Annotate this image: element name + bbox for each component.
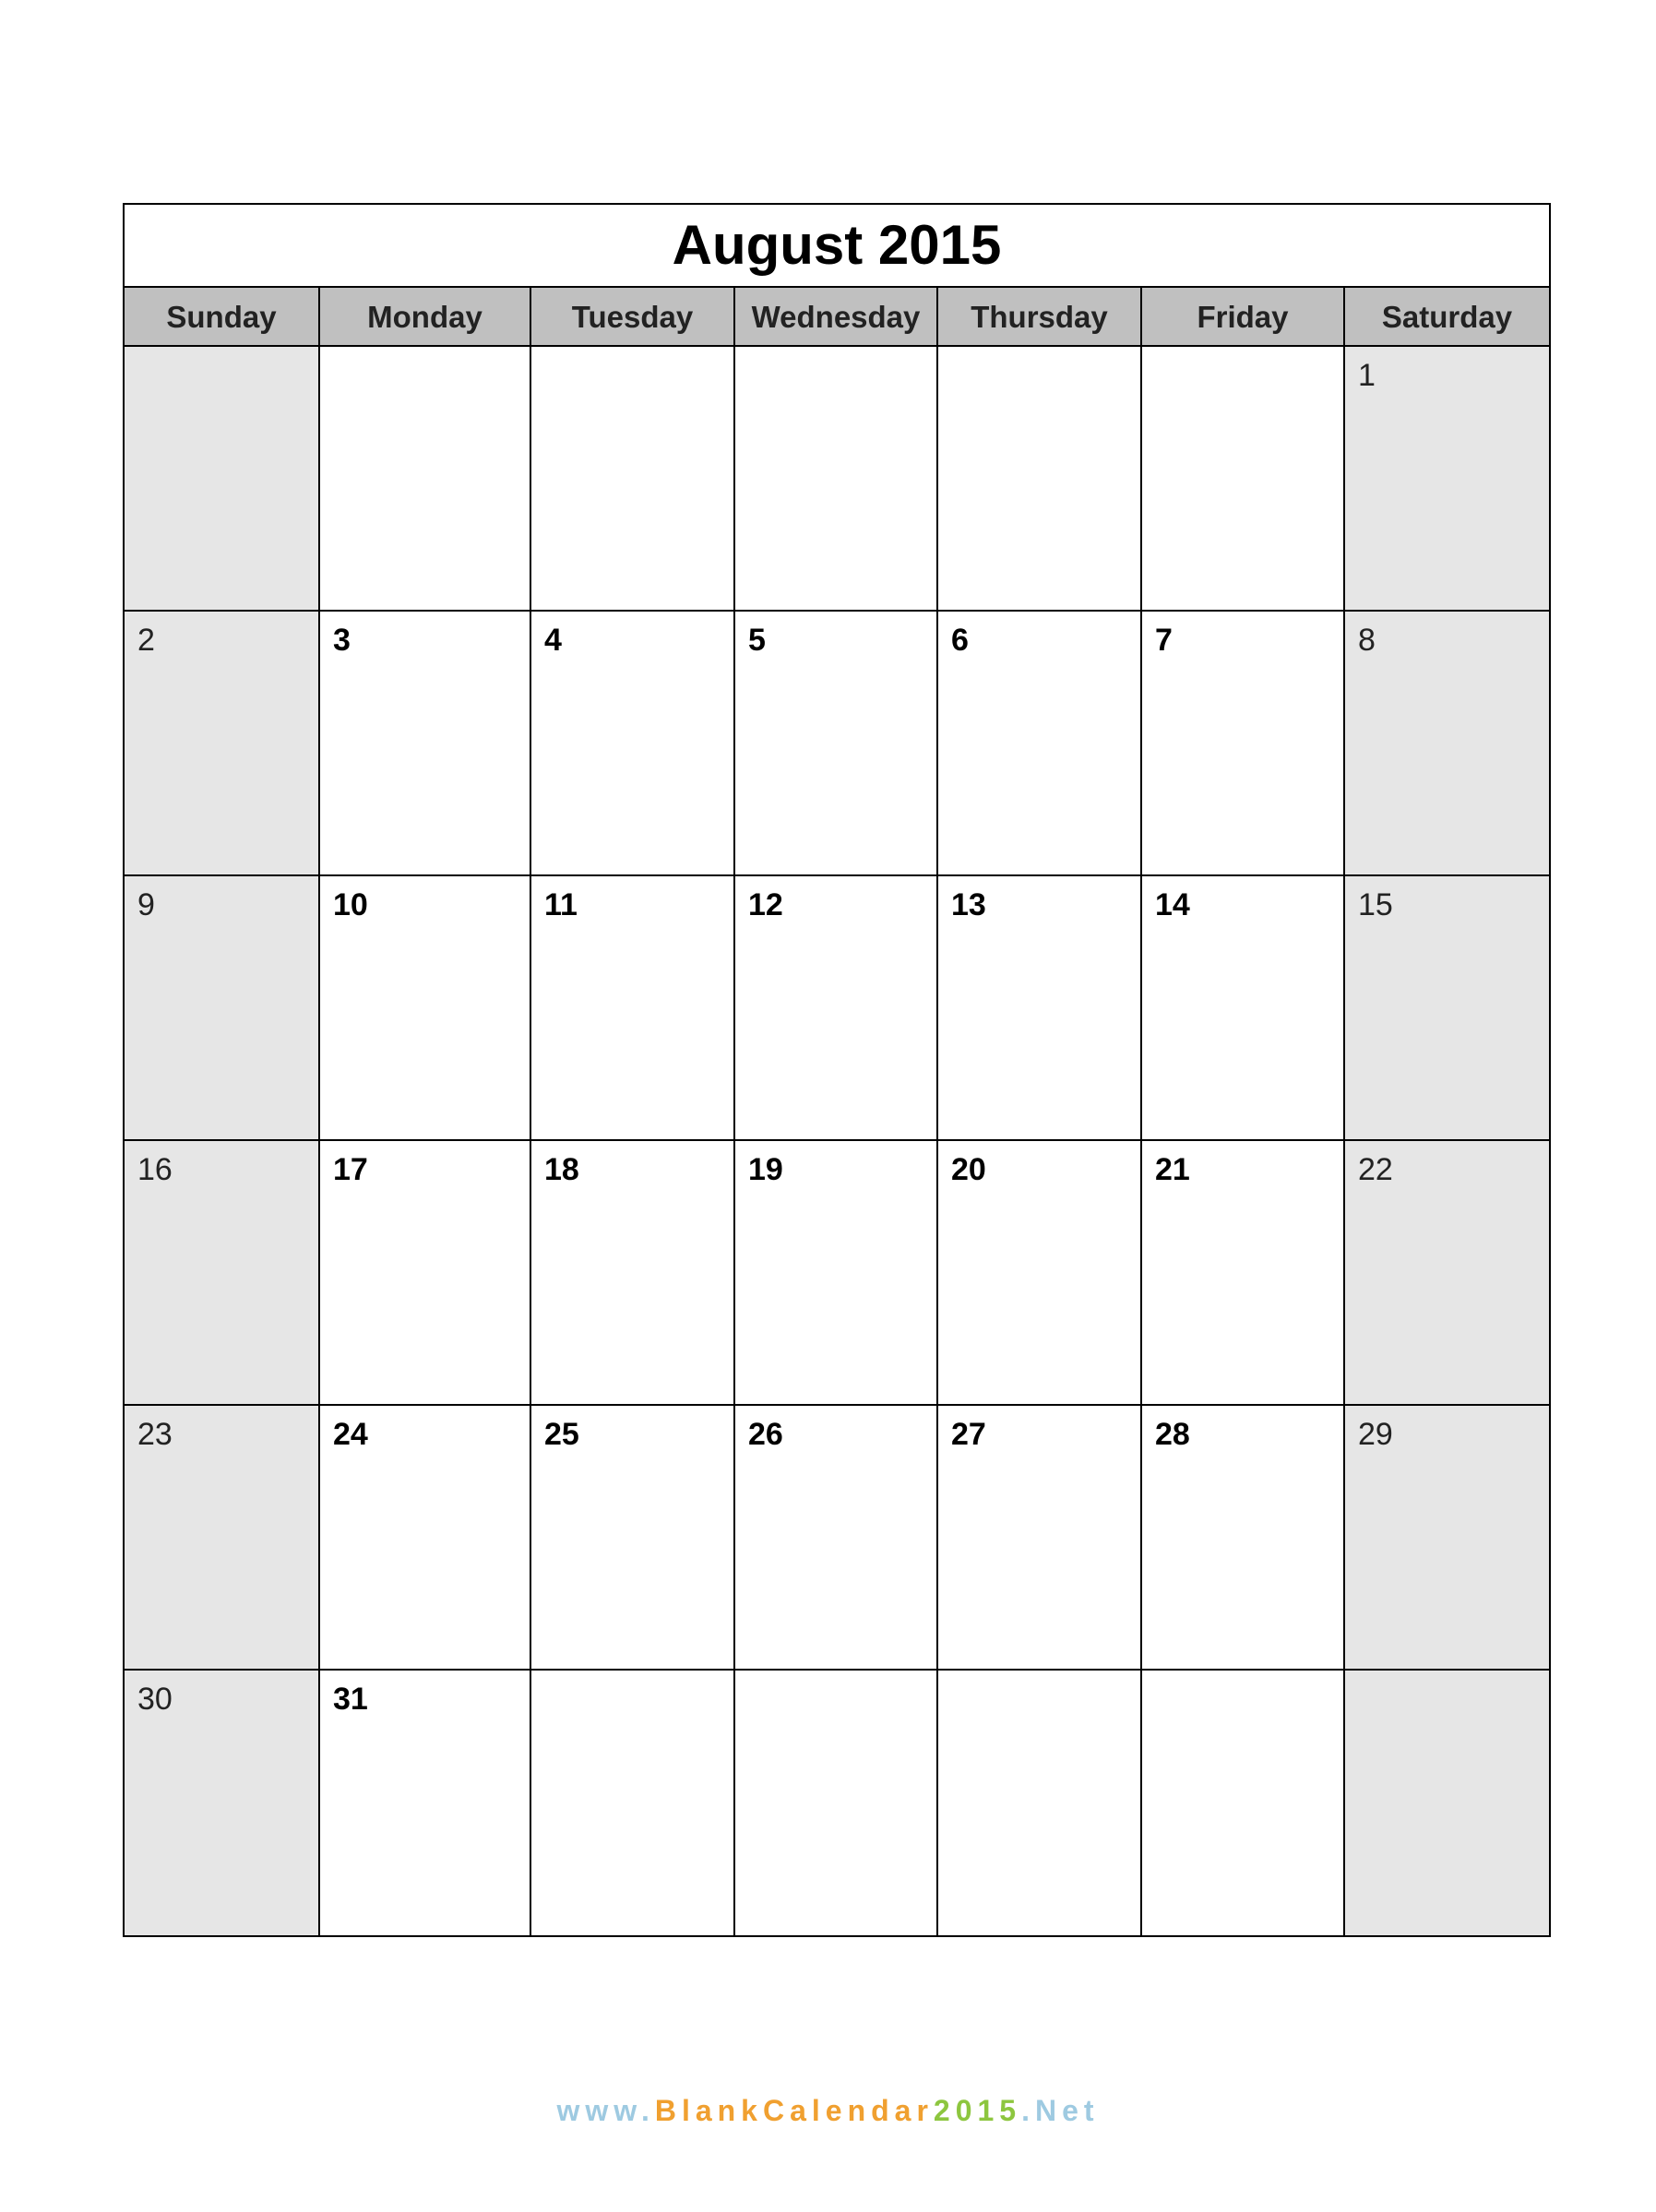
day-cell[interactable] [125,1406,320,1671]
day-cell[interactable] [1142,876,1345,1141]
day-cell[interactable] [938,347,1142,612]
day-cell[interactable] [320,1406,531,1671]
day-cell[interactable] [938,1141,1142,1406]
day-cell[interactable] [531,347,735,612]
day-number: 27 [951,1417,986,1452]
day-cell[interactable] [735,1141,938,1406]
day-number: 5 [748,623,766,658]
day-cell[interactable] [938,876,1142,1141]
weekday-header-monday: Monday [320,288,531,347]
day-number: 10 [333,887,368,922]
day-number: 15 [1358,887,1393,922]
weekday-header-sunday: Sunday [125,288,320,347]
weekday-header-friday: Friday [1142,288,1345,347]
footer-segment: Blank [654,2094,763,2127]
day-cell[interactable] [1142,1141,1345,1406]
day-cell[interactable] [1345,1671,1549,1935]
day-cell[interactable] [1345,1141,1549,1406]
day-number: 12 [748,887,783,922]
day-cell[interactable] [531,1406,735,1671]
day-cell[interactable] [531,612,735,876]
day-number: 2 [137,623,155,658]
day-number: 20 [951,1152,986,1187]
day-cell[interactable] [1142,1406,1345,1671]
day-number: 29 [1358,1417,1393,1452]
day-number: 16 [137,1152,173,1187]
calendar [123,203,1551,1937]
weekday-header-thursday: Thursday [938,288,1142,347]
day-cell[interactable] [1142,612,1345,876]
footer-segment: Calendar [762,2094,934,2127]
day-cell[interactable] [320,876,531,1141]
day-cell[interactable] [531,876,735,1141]
day-cell[interactable] [125,876,320,1141]
day-number: 30 [137,1682,173,1717]
day-number: 9 [137,887,155,922]
day-cell[interactable] [735,1671,938,1935]
day-cell[interactable] [735,347,938,612]
day-cell[interactable] [125,347,320,612]
day-cell[interactable] [125,612,320,876]
day-cell[interactable] [938,1671,1142,1935]
day-number: 13 [951,887,986,922]
weekday-header-tuesday: Tuesday [531,288,735,347]
day-cell[interactable] [320,1141,531,1406]
day-number: 17 [333,1152,368,1187]
day-cell[interactable] [938,612,1142,876]
day-number: 18 [544,1152,579,1187]
day-cell[interactable] [320,347,531,612]
day-number: 19 [748,1152,783,1187]
footer-segment: www. [556,2094,655,2127]
day-number: 1 [1358,358,1376,393]
day-number: 11 [544,887,578,922]
day-cell[interactable] [531,1141,735,1406]
day-cell[interactable] [1345,1406,1549,1671]
day-number: 31 [333,1682,368,1717]
day-cell[interactable] [1142,347,1345,612]
day-number: 3 [333,623,351,658]
day-number: 7 [1155,623,1173,658]
day-cell[interactable] [320,612,531,876]
day-cell[interactable] [320,1671,531,1935]
footer-segment: .Net [1021,2094,1100,2127]
day-number: 6 [951,623,969,658]
day-cell[interactable] [1345,347,1549,612]
day-number: 14 [1155,887,1190,922]
calendar-title: August 2015 [125,205,1549,288]
day-number: 21 [1155,1152,1190,1187]
day-number: 25 [544,1417,579,1452]
weekday-header-wednesday: Wednesday [735,288,938,347]
day-number: 28 [1155,1417,1190,1452]
day-number: 8 [1358,623,1376,658]
day-cell[interactable] [1345,876,1549,1141]
day-cell[interactable] [735,876,938,1141]
day-cell[interactable] [125,1141,320,1406]
day-cell[interactable] [735,612,938,876]
calendar-grid [125,288,1549,1935]
footer-segment: 2015 [933,2094,1022,2127]
day-cell[interactable] [125,1671,320,1935]
day-number: 26 [748,1417,783,1452]
day-cell[interactable] [531,1671,735,1935]
day-number: 22 [1358,1152,1393,1187]
day-number: 4 [544,623,562,658]
day-cell[interactable] [1142,1671,1345,1935]
footer-website[interactable] [0,2094,1656,2128]
day-cell[interactable] [1345,612,1549,876]
day-number: 23 [137,1417,173,1452]
day-cell[interactable] [735,1406,938,1671]
weekday-header-saturday: Saturday [1345,288,1549,347]
day-cell[interactable] [938,1406,1142,1671]
day-number: 24 [333,1417,368,1452]
